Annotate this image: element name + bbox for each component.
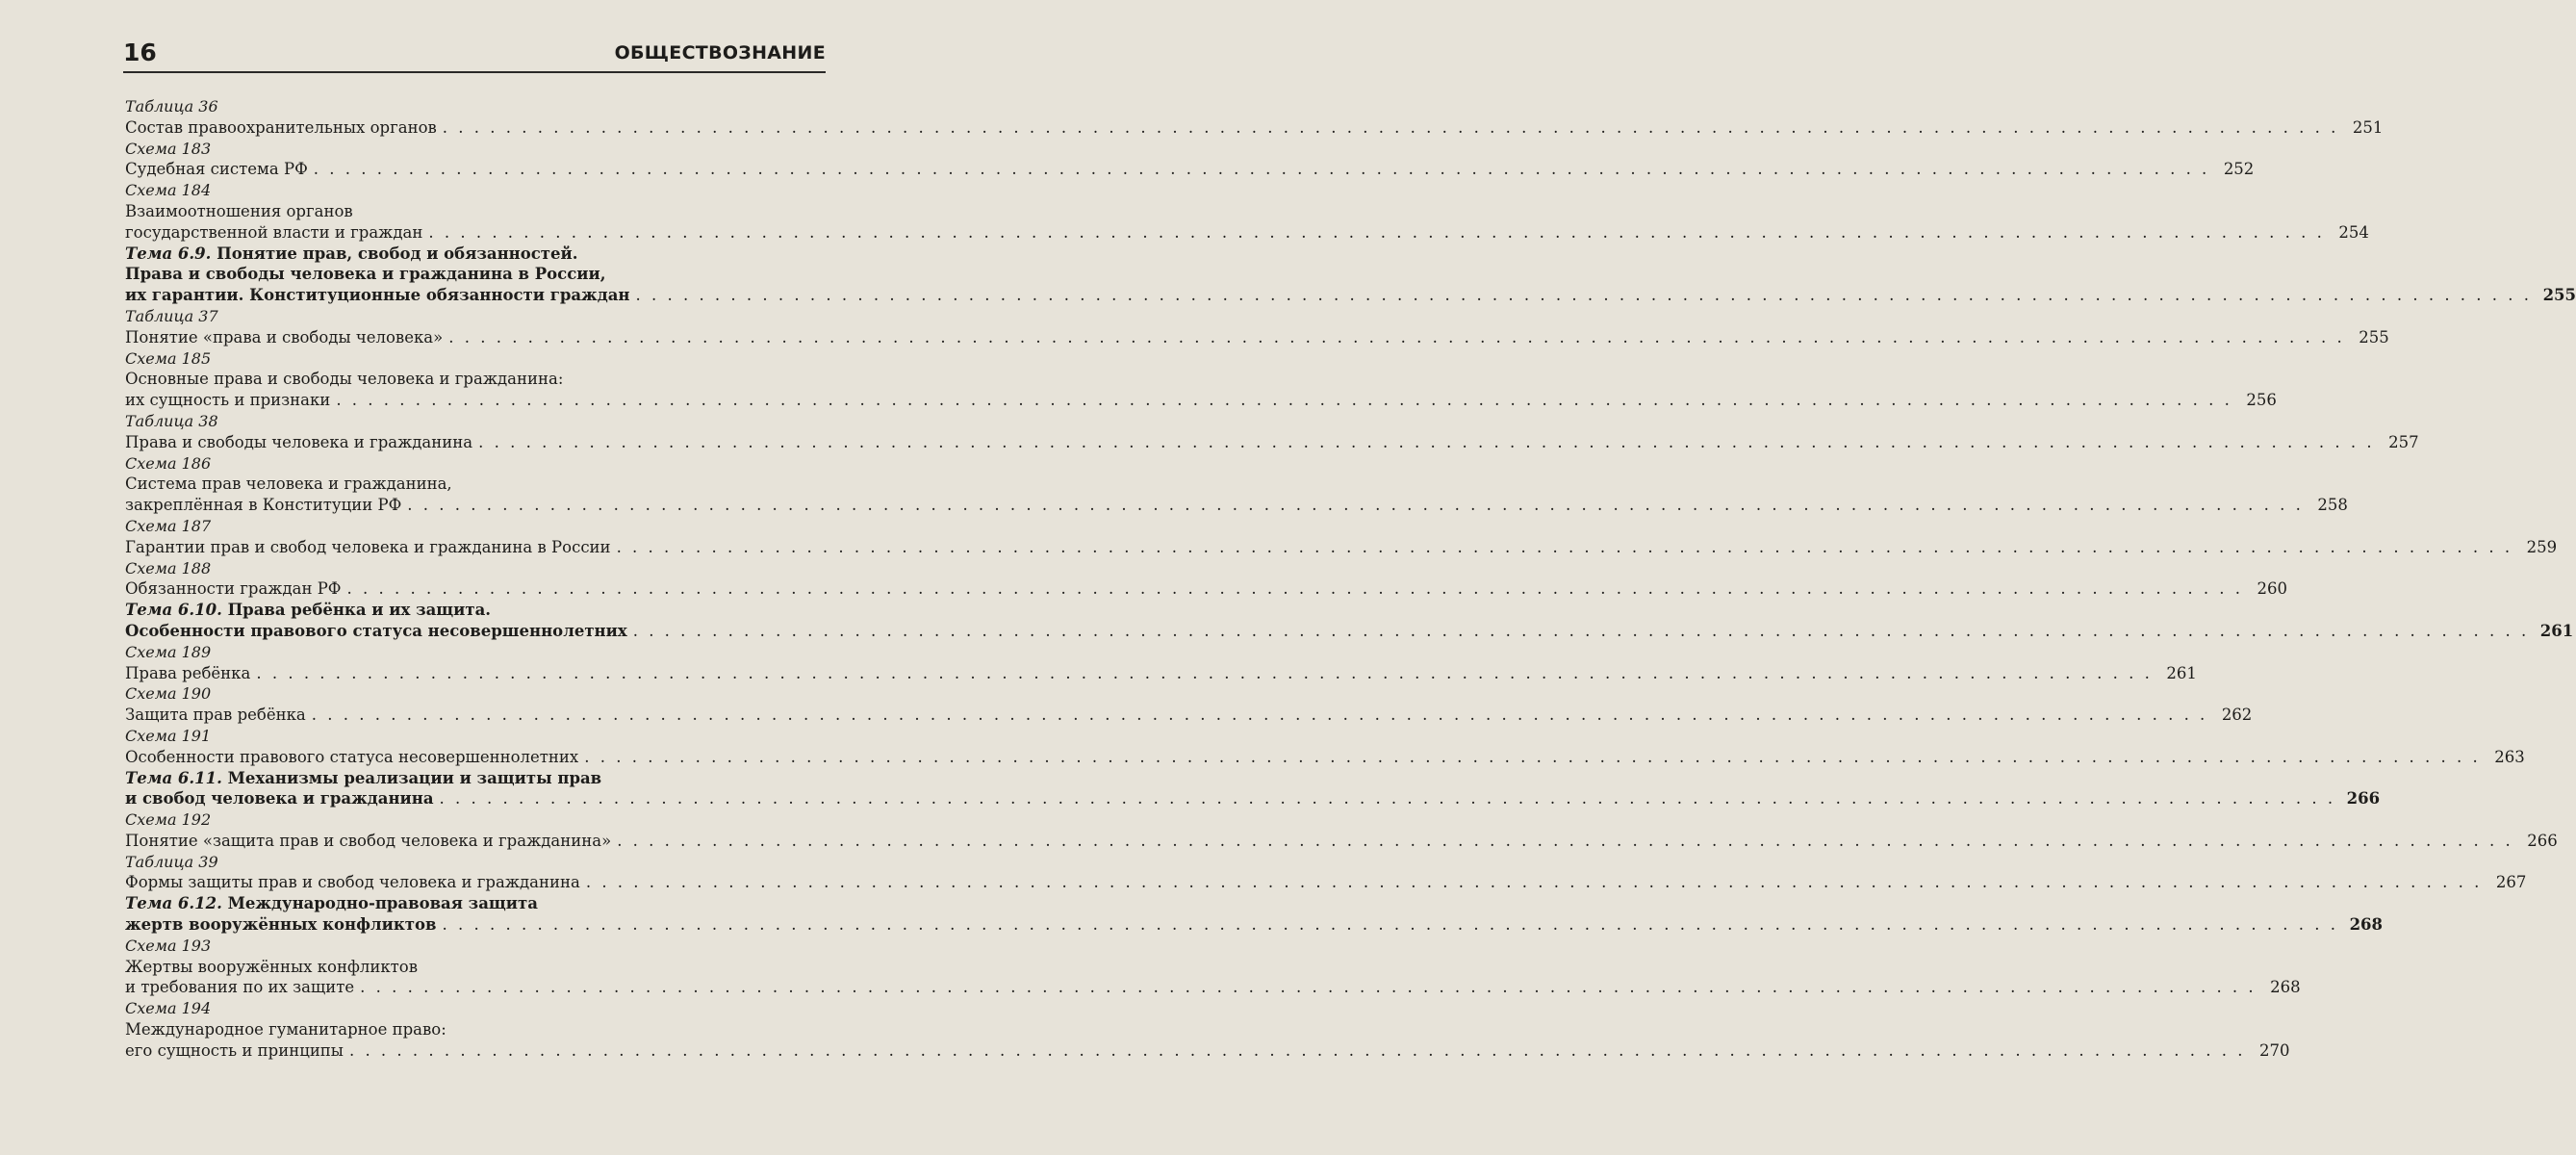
toc-entry-title: их сущность и признаки xyxy=(125,391,331,410)
toc-topic xyxy=(125,893,2384,936)
toc-entry-title: Понятие «права и свободы человека» xyxy=(125,327,444,346)
toc-title-line xyxy=(125,600,820,621)
toc-title-line xyxy=(125,957,820,978)
toc-entry-row xyxy=(125,621,2574,642)
toc-entry xyxy=(125,936,2301,998)
toc-entry-title: Судебная система РФ xyxy=(125,160,308,179)
table-of-contents xyxy=(125,96,2576,1062)
toc-entry xyxy=(125,558,2288,601)
toc-page-number: 270 xyxy=(2258,1040,2290,1060)
toc-title-text: Взаимоотношения органов xyxy=(125,201,353,220)
toc-topic xyxy=(125,768,2381,810)
toc-page-number: 266 xyxy=(2346,789,2381,808)
toc-page-number: 263 xyxy=(2494,747,2525,766)
toc-title-text: Понятие прав, свобод и обязанностей. xyxy=(217,244,578,263)
toc-page-number: 260 xyxy=(2257,579,2288,599)
toc-entry-row xyxy=(125,705,2253,726)
toc-entry xyxy=(125,683,2253,726)
toc-entry-row xyxy=(125,222,2369,244)
toc-topic-label: Тема 6.9. xyxy=(125,244,212,263)
toc-entry-title: и требования по их защите xyxy=(125,978,355,997)
toc-entry-row xyxy=(125,663,2197,684)
toc-entry-title: государственной власти и граждан xyxy=(125,222,423,242)
toc-entry-title: Гарантии прав и свобод человека и гражданина в России xyxy=(125,537,611,556)
dot-leader: . . . . . . . . . . . . . . . . . . . . . . . . . . . . . . . . . . . . . . . . . . . . . . . . . . . . . . . . . . . . . . . . . . . . . . . . . . . . . . . . . . . . . . . . . . . . . . . . . . . . . . . . . . . . . . . . . . . . . . . . xyxy=(360,978,2257,997)
toc-page-number: 268 xyxy=(2270,978,2301,997)
toc-entry-row xyxy=(125,285,2576,306)
dot-leader: . . . . . . . . . . . . . . . . . . . . . . . . . . . . . . . . . . . . . . . . . . . . . . . . . . . . . . . . . . . . . . . . . . . . . . . . . . . . . . . . . . . . . . . . . . . . . . . . . . . . . . . . . . . . . . . . . . . . . . . . xyxy=(346,579,2244,599)
toc-entry-title: их гарантии. Конституционные обязанности граждан xyxy=(125,286,630,305)
toc-title-line xyxy=(125,1019,820,1040)
toc-page-number: 259 xyxy=(2526,537,2558,556)
toc-entry-label: Схема 188 xyxy=(125,558,212,578)
toc-entry xyxy=(125,348,2277,411)
toc-title-text: Механизмы реализации и защиты прав xyxy=(227,768,602,787)
toc-entry-label: Схема 184 xyxy=(125,181,212,200)
toc-page-number: 268 xyxy=(2349,915,2384,935)
toc-page-number: 255 xyxy=(2359,327,2389,346)
toc-title-text: Международное гуманитарное право: xyxy=(125,1020,446,1040)
toc-entry-title: жертв вооружённых конфликтов xyxy=(125,915,437,935)
toc-title-line xyxy=(125,264,820,285)
toc-title-text: Права ребёнка и их защита. xyxy=(227,601,492,620)
toc-page-number: 261 xyxy=(2166,663,2197,682)
toc-entry-row xyxy=(125,495,2348,516)
toc-entry xyxy=(125,306,2389,348)
toc-entry xyxy=(125,809,2558,852)
dot-leader: . . . . . . . . . . . . . . . . . . . . . . . . . . . . . . . . . . . . . . . . . . . . . . . . . . . . . . . . . . . . . . . . . . . . . . . . . . . . . . . . . . . . . . . . . . . . . . . . . . . . . . . . . . . . . . . . . . . . . . . . xyxy=(635,286,2533,305)
toc-entry-title: Права и свободы человека и гражданина xyxy=(125,432,473,451)
toc-page-number: 252 xyxy=(2223,160,2255,179)
dot-leader: . . . . . . . . . . . . . . . . . . . . . . . . . . . . . . . . . . . . . . . . . . . . . . . . . . . . . . . . . . . . . . . . . . . . . . . . . . . . . . . . . . . . . . . . . . . . . . . . . . . . . . . . . . . . . . . . . . . . . . . . xyxy=(439,789,2336,808)
toc-page-number: 266 xyxy=(2527,831,2558,850)
dot-leader: . . . . . . . . . . . . . . . . . . . . . . . . . . . . . . . . . . . . . . . . . . . . . . . . . . . . . . . . . . . . . . . . . . . . . . . . . . . . . . . . . . . . . . . . . . . . . . . . . . . . . . . . . . . . . . . . . . . . . . . . xyxy=(448,327,2345,346)
toc-topic xyxy=(125,244,2576,306)
toc-entry-title: Обязанности граждан РФ xyxy=(125,579,342,599)
toc-entry-title: Состав правоохранительных органов xyxy=(125,117,437,137)
dot-leader: . . . . . . . . . . . . . . . . . . . . . . . . . . . . . . . . . . . . . . . . . . . . . . . . . . . . . . . . . . . . . . . . . . . . . . . . . . . . . . . . . . . . . . . . . . . . . . . . . . . . . . . . . . . . . . . . . . . . . . . . xyxy=(313,160,2210,179)
dot-leader: . . . . . . . . . . . . . . . . . . . . . . . . . . . . . . . . . . . . . . . . . . . . . . . . . . . . . . . . . . . . . . . . . . . . . . . . . . . . . . . . . . . . . . . . . . . . . . . . . . . . . . . . . . . . . . . . . . . . . . . . xyxy=(428,222,2325,242)
toc-entry-label: Схема 189 xyxy=(125,642,212,661)
toc-entry-label: Таблица 36 xyxy=(125,97,218,116)
book-title: ОБЩЕСТВОЗНАНИЕ xyxy=(614,42,826,64)
toc-title-line xyxy=(125,244,820,265)
dot-leader: . . . . . . . . . . . . . . . . . . . . . . . . . . . . . . . . . . . . . . . . . . . . . . . . . . . . . . . . . . . . . . . . . . . . . . . . . . . . . . . . . . . . . . . . . . . . . . . . . . . . . . . . . . . . . . . . . . . . . . . . xyxy=(442,117,2339,137)
toc-page-number: 254 xyxy=(2338,222,2369,242)
toc-page-number: 256 xyxy=(2246,391,2277,410)
toc-entry xyxy=(125,411,2419,453)
toc-topic xyxy=(125,600,2574,642)
toc-topic-label: Тема 6.11. xyxy=(125,768,222,787)
toc-entry-label: Схема 191 xyxy=(125,726,212,745)
toc-entry-label: Схема 190 xyxy=(125,684,212,704)
toc-title-text: Система прав человека и гражданина, xyxy=(125,475,452,494)
toc-title-text: Основные права и свободы человека и гражданина: xyxy=(125,370,564,389)
dot-leader: . . . . . . . . . . . . . . . . . . . . . . . . . . . . . . . . . . . . . . . . . . . . . . . . . . . . . . . . . . . . . . . . . . . . . . . . . . . . . . . . . . . . . . . . . . . . . . . . . . . . . . . . . . . . . . . . . . . . . . . . xyxy=(311,706,2208,725)
toc-entry-row xyxy=(125,117,2384,139)
toc-title-line xyxy=(125,474,820,495)
toc-entry-label: Схема 186 xyxy=(125,453,212,473)
toc-entry-row xyxy=(125,831,2558,852)
header-rule xyxy=(123,71,826,73)
toc-entry-label: Таблица 37 xyxy=(125,306,218,325)
toc-entry-row xyxy=(125,788,2381,809)
toc-title-text: Права и свободы человека и гражданина в России, xyxy=(125,265,606,284)
toc-title-line xyxy=(125,369,820,390)
toc-entry-label: Схема 183 xyxy=(125,139,212,158)
toc-page-number: 255 xyxy=(2542,286,2576,305)
toc-entry-title: Формы защиты прав и свобод человека и гражданина xyxy=(125,873,580,892)
dot-leader: . . . . . . . . . . . . . . . . . . . . . . . . . . . . . . . . . . . . . . . . . . . . . . . . . . . . . . . . . . . . . . . . . . . . . . . . . . . . . . . . . . . . . . . . . . . . . . . . . . . . . . . . . . . . . . . . . . . . . . . . xyxy=(616,537,2513,556)
toc-title-line xyxy=(125,768,820,789)
toc-entry-label: Схема 194 xyxy=(125,999,212,1018)
toc-entry-row xyxy=(125,914,2384,936)
toc-topic-label: Тема 6.12. xyxy=(125,894,222,913)
toc-entry xyxy=(125,180,2369,243)
toc-entry xyxy=(125,852,2527,894)
dot-leader: . . . . . . . . . . . . . . . . . . . . . . . . . . . . . . . . . . . . . . . . . . . . . . . . . . . . . . . . . . . . . . . . . . . . . . . . . . . . . . . . . . . . . . . . . . . . . . . . . . . . . . . . . . . . . . . . . . . . . . . . xyxy=(617,831,2513,850)
toc-entry-row xyxy=(125,390,2277,411)
dot-leader: . . . . . . . . . . . . . . . . . . . . . . . . . . . . . . . . . . . . . . . . . . . . . . . . . . . . . . . . . . . . . . . . . . . . . . . . . . . . . . . . . . . . . . . . . . . . . . . . . . . . . . . . . . . . . . . . . . . . . . . . xyxy=(478,432,2375,451)
dot-leader: . . . . . . . . . . . . . . . . . . . . . . . . . . . . . . . . . . . . . . . . . . . . . . . . . . . . . . . . . . . . . . . . . . . . . . . . . . . . . . . . . . . . . . . . . . . . . . . . . . . . . . . . . . . . . . . . . . . . . . . . xyxy=(348,1040,2246,1060)
toc-entry-row xyxy=(125,327,2389,348)
toc-entry xyxy=(125,642,2197,684)
toc-entry xyxy=(125,96,2384,139)
toc-page-number: 261 xyxy=(2539,621,2574,640)
toc-title-text: Жертвы вооружённых конфликтов xyxy=(125,957,419,976)
toc-entry-title: Особенности правового статуса несовершеннолетних xyxy=(125,747,579,766)
toc-entry-label: Схема 193 xyxy=(125,936,212,955)
toc-entry-row xyxy=(125,747,2525,768)
dot-leader: . . . . . . . . . . . . . . . . . . . . . . . . . . . . . . . . . . . . . . . . . . . . . . . . . . . . . . . . . . . . . . . . . . . . . . . . . . . . . . . . . . . . . . . . . . . . . . . . . . . . . . . . . . . . . . . . . . . . . . . . xyxy=(442,915,2339,935)
dot-leader: . . . . . . . . . . . . . . . . . . . . . . . . . . . . . . . . . . . . . . . . . . . . . . . . . . . . . . . . . . . . . . . . . . . . . . . . . . . . . . . . . . . . . . . . . . . . . . . . . . . . . . . . . . . . . . . . . . . . . . . . xyxy=(585,873,2483,892)
toc-entry-label: Таблица 38 xyxy=(125,411,218,430)
toc-title-text: Международно-правовая защита xyxy=(227,894,538,913)
toc-entry-label: Схема 185 xyxy=(125,348,212,368)
toc-entry-title: его сущность и принципы xyxy=(125,1040,344,1060)
toc-page-number: 251 xyxy=(2352,117,2384,137)
toc-page-number: 257 xyxy=(2388,432,2419,451)
page-number: 16 xyxy=(123,38,157,66)
toc-entry-title: Особенности правового статуса несовершеннолетних xyxy=(125,621,627,640)
toc-page-number: 258 xyxy=(2317,496,2348,515)
toc-entry xyxy=(125,516,2558,558)
toc-page-number: 262 xyxy=(2221,706,2253,725)
dot-leader: . . . . . . . . . . . . . . . . . . . . . . . . . . . . . . . . . . . . . . . . . . . . . . . . . . . . . . . . . . . . . . . . . . . . . . . . . . . . . . . . . . . . . . . . . . . . . . . . . . . . . . . . . . . . . . . . . . . . . . . . xyxy=(256,663,2153,682)
toc-entry-title: Защита прав ребёнка xyxy=(125,706,306,725)
toc-entry-label: Схема 187 xyxy=(125,516,212,535)
toc-entry-label: Таблица 39 xyxy=(125,852,218,871)
toc-entry-row xyxy=(125,578,2288,600)
toc-entry-row xyxy=(125,872,2527,893)
page-header xyxy=(123,38,826,71)
toc-entry xyxy=(125,139,2255,181)
toc-title-line xyxy=(125,201,820,222)
dot-leader: . . . . . . . . . . . . . . . . . . . . . . . . . . . . . . . . . . . . . . . . . . . . . . . . . . . . . . . . . . . . . . . . . . . . . . . . . . . . . . . . . . . . . . . . . . . . . . . . . . . . . . . . . . . . . . . . . . . . . . . . xyxy=(336,391,2232,410)
toc-entry-title: и свобод человека и гражданина xyxy=(125,789,434,808)
toc-entry-row xyxy=(125,537,2558,558)
toc-entry-title: закреплённая в Конституции РФ xyxy=(125,496,402,515)
toc-entry-title: Права ребёнка xyxy=(125,663,251,682)
toc-entry-label: Схема 192 xyxy=(125,810,212,830)
toc-topic-label: Тема 6.10. xyxy=(125,601,222,620)
toc-entry-row xyxy=(125,432,2419,453)
toc-title-line xyxy=(125,893,820,914)
dot-leader: . . . . . . . . . . . . . . . . . . . . . . . . . . . . . . . . . . . . . . . . . . . . . . . . . . . . . . . . . . . . . . . . . . . . . . . . . . . . . . . . . . . . . . . . . . . . . . . . . . . . . . . . . . . . . . . . . . . . . . . . xyxy=(407,496,2304,515)
dot-leader: . . . . . . . . . . . . . . . . . . . . . . . . . . . . . . . . . . . . . . . . . . . . . . . . . . . . . . . . . . . . . . . . . . . . . . . . . . . . . . . . . . . . . . . . . . . . . . . . . . . . . . . . . . . . . . . . . . . . . . . . xyxy=(632,621,2530,640)
toc-entry xyxy=(125,453,2348,516)
toc-entry xyxy=(125,726,2525,768)
toc-entry-title: Понятие «защита прав и свобод человека и гражданина» xyxy=(125,831,612,850)
toc-entry xyxy=(125,998,2290,1061)
toc-entry-row xyxy=(125,159,2255,180)
toc-page-number: 267 xyxy=(2495,873,2527,892)
toc-entry-row xyxy=(125,977,2301,998)
dot-leader: . . . . . . . . . . . . . . . . . . . . . . . . . . . . . . . . . . . . . . . . . . . . . . . . . . . . . . . . . . . . . . . . . . . . . . . . . . . . . . . . . . . . . . . . . . . . . . . . . . . . . . . . . . . . . . . . . . . . . . . . xyxy=(584,747,2481,766)
toc-entry-row xyxy=(125,1040,2290,1062)
